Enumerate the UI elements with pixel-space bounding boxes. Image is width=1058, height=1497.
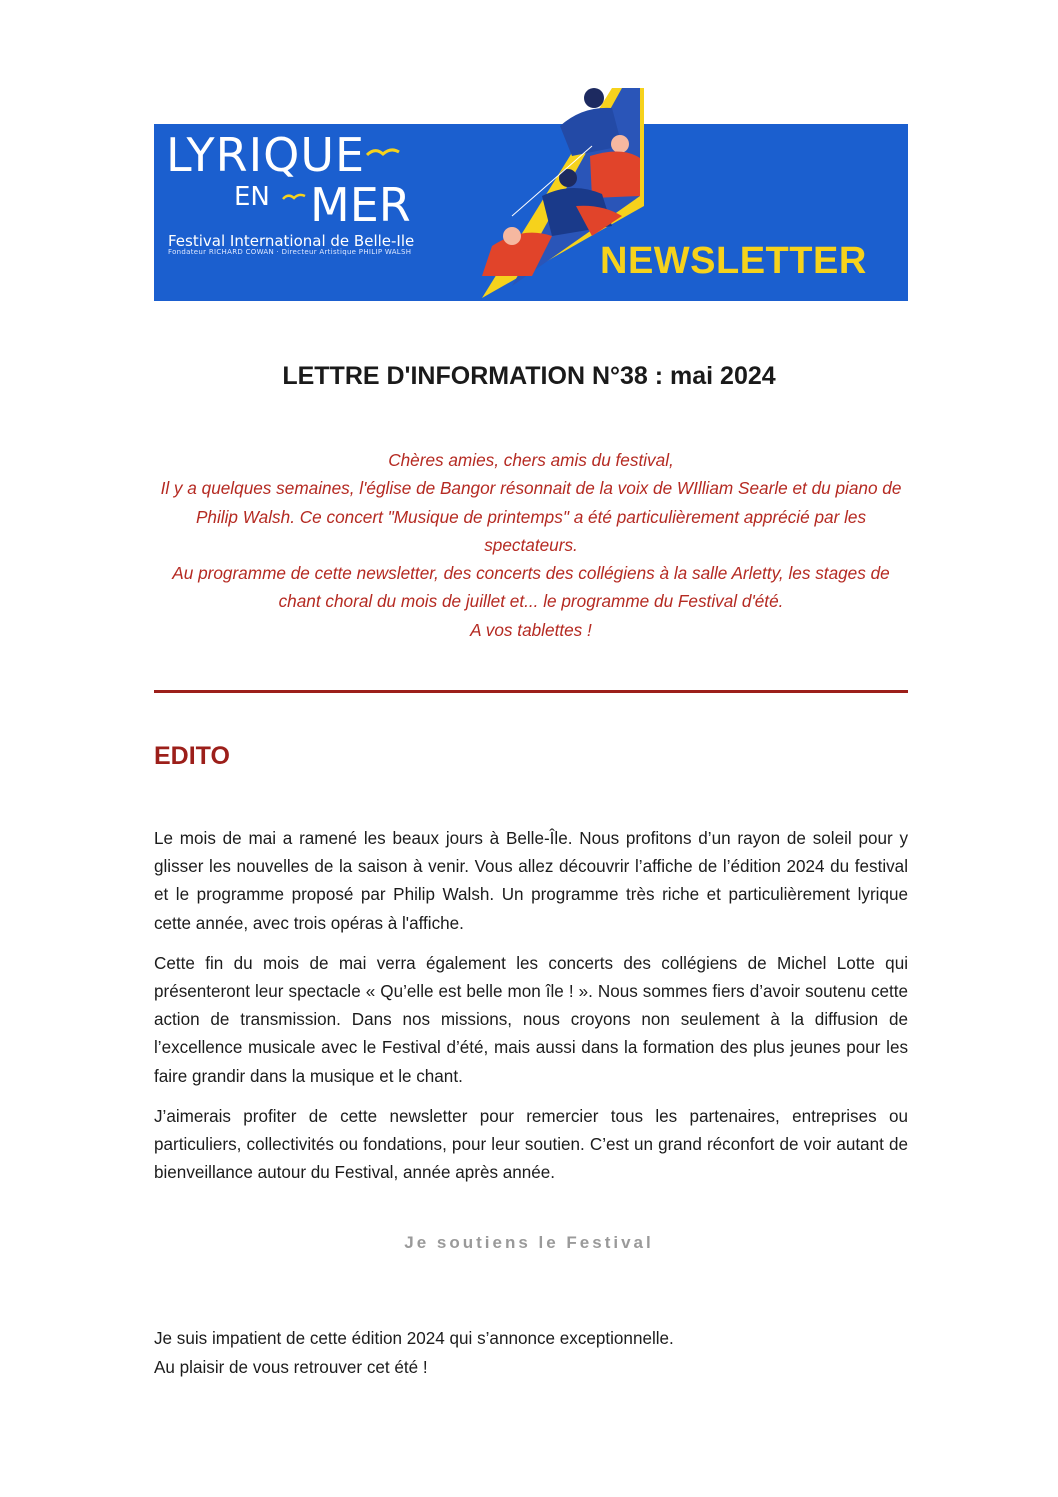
seagull-small-icon	[282, 192, 306, 202]
page-title: LETTRE D'INFORMATION N°38 : mai 2024	[282, 362, 776, 390]
intro-paragraph: Il y a quelques semaines, l'église de Bangor résonnait de la voix de WIlliam Searle et du piano de Philip Walsh. Ce concert "Musique de printemps" a été particulièrement apprécié par les spectateurs.	[160, 478, 902, 555]
newsletter-banner	[154, 86, 908, 301]
intro-greeting: Chères amies, chers amis du festival,	[388, 450, 674, 470]
support-festival-link[interactable]: Je soutiens le Festival	[404, 1233, 654, 1252]
edito-paragraph: Cette fin du mois de mai verra également les concerts des collégiens de Michel Lotte qui présenteront leur spectacle « Qu’elle est belle mon île ! ». Nous sommes fiers d’avoir soutenu cette action de transmission. Dans nos missions, nous croyons non seulement à la diffusion de l’excellence musicale avec le Festival d’été, mais aussi dans la formation des plus jeunes pour les faire grandir dans la musique et le chant.	[154, 953, 908, 1086]
intro-signoff: A vos tablettes !	[470, 619, 592, 640]
logo-credits: Fondateur RICHARD COWAN · Directeur Artistique PHILIP WALSH	[168, 248, 412, 256]
logo-subtitle: Festival International de Belle-Ile	[168, 232, 415, 250]
section-divider	[154, 690, 908, 693]
closing-line: Je suis impatient de cette édition 2024 qui s’annonce exceptionnelle.	[154, 1329, 674, 1348]
logo-lyrique: LYRIQUE	[166, 128, 366, 182]
logo-en: EN	[234, 182, 270, 212]
intro-message	[154, 446, 908, 644]
seagull-icon	[366, 146, 400, 160]
edito-closing	[154, 1325, 908, 1382]
edito-body	[154, 825, 908, 1199]
closing-line: Au plaisir de vous retrouver cet été !	[154, 1357, 428, 1377]
intro-paragraph: Au programme de cette newsletter, des concerts des collégiens à la salle Arletty, les stages de chant choral du mois de juillet et... le programme du Festival d'été.	[172, 563, 890, 612]
newsletter-label: NEWSLETTER	[600, 240, 867, 282]
edito-paragraph: Le mois de mai a ramené les beaux jours à Belle-Île. Nous profitons d’un rayon de soleil pour y glisser les nouvelles de la saison à venir. Vous allez découvrir l’affiche de l’édition 2024 du festival et le programme proposé par Philip Walsh. Un programme très riche et particulièrement lyrique cette année, avec trois opéras à l'affiche.	[154, 829, 908, 933]
edito-heading: EDITO	[154, 742, 230, 770]
logo-mer: MER	[310, 178, 411, 232]
edito-paragraph: J’aimerais profiter de cette newsletter pour remercier tous les partenaires, entreprises ou particuliers, collectivités ou fondations, pour leur soutien. C’est un grand réconfort de voir autant de bienveillance autour du Festival, année après année.	[154, 1106, 908, 1183]
